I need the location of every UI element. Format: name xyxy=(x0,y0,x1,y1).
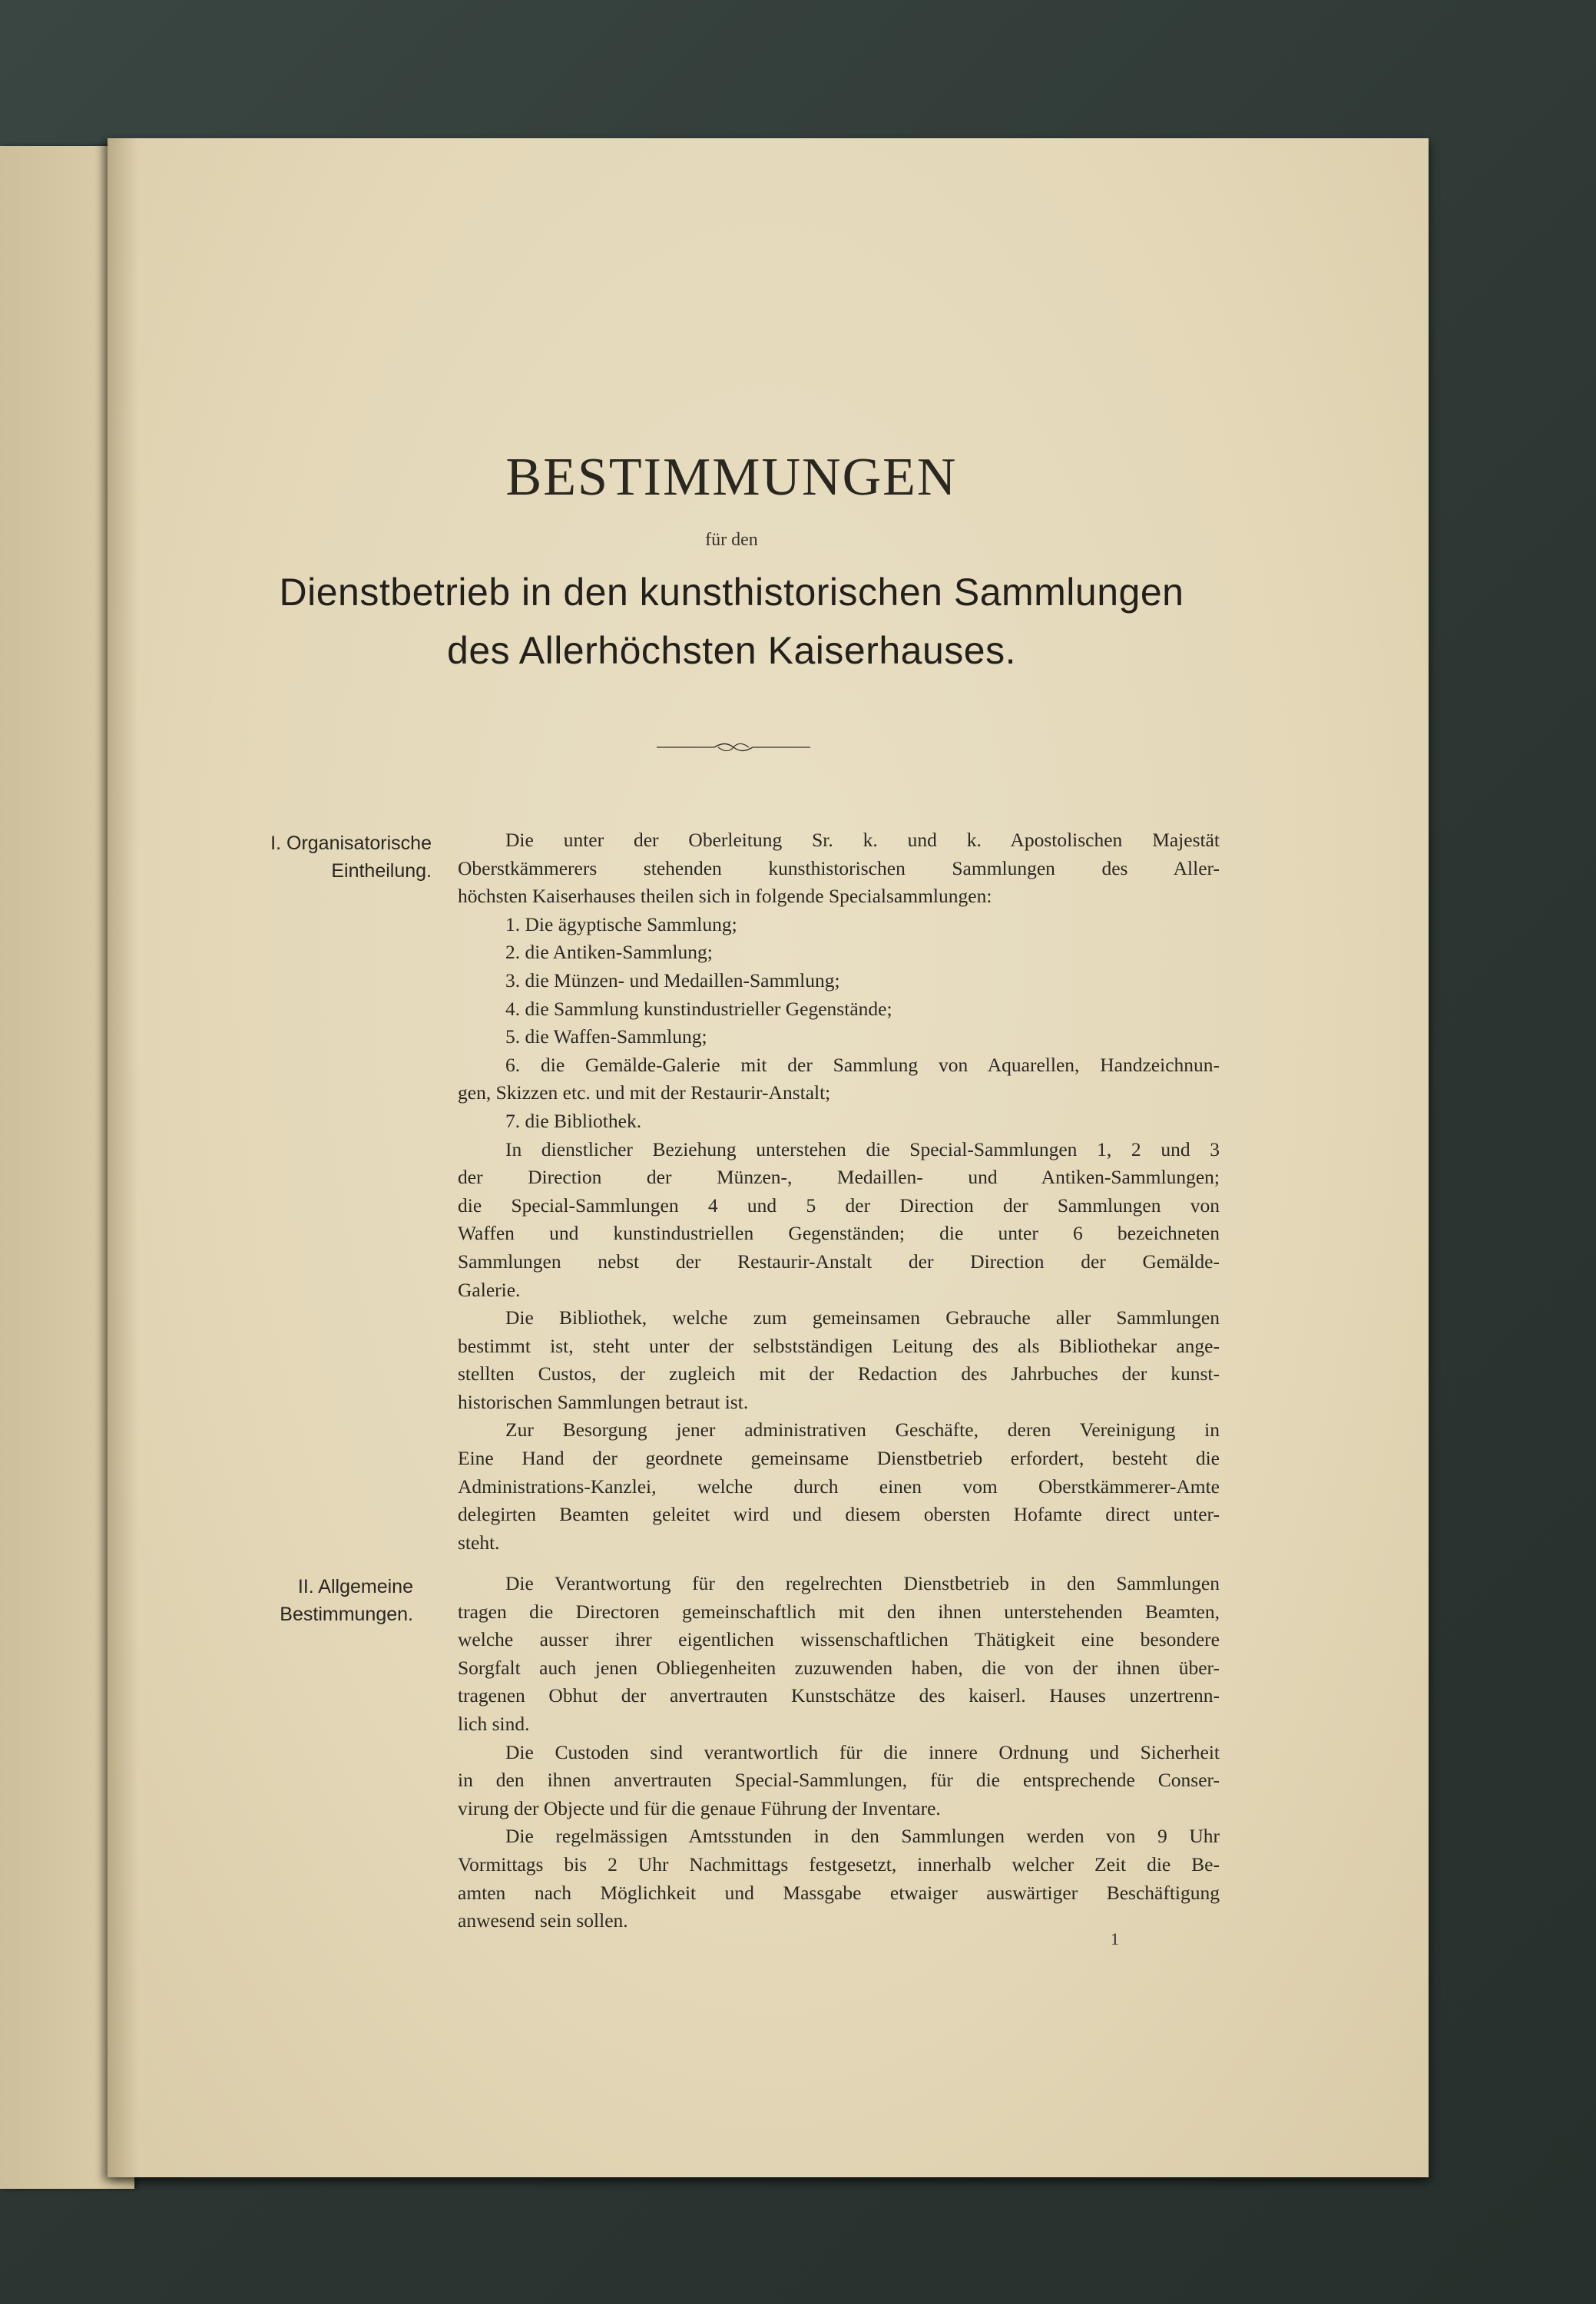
text-line: Sorgfalt auch jenen Obliegenheiten zuzuwenden haben, die von der ihnen über- xyxy=(458,1656,1220,1679)
text-line: Administrations-Kanzlei, welche durch einen vom Oberstkämmerer-Amte xyxy=(458,1475,1220,1498)
text-line: in den ihnen anvertrauten Special-Sammlungen, für die entsprechende Conser- xyxy=(458,1769,1220,1792)
text-line: 4. die Sammlung kunstindustrieller Gegenstände; xyxy=(505,997,892,1020)
text-line: Waffen und kunstindustriellen Gegenständen; die unter 6 bezeichneten xyxy=(458,1222,1220,1245)
text-line: Eine Hand der geordnete gemeinsame Dienstbetrieb erfordert, besteht die xyxy=(458,1447,1220,1470)
text-line: 3. die Münzen- und Medaillen-Sammlung; xyxy=(505,968,840,991)
text-line: Vormittags bis 2 Uhr Nachmittags festgesetzt, innerhalb welcher Zeit die Be- xyxy=(458,1852,1220,1875)
section-2-label: II. Allgemeine Bestimmungen. xyxy=(280,1576,413,1625)
text-line: gen, Skizzen etc. und mit der Restaurir-Anstalt; xyxy=(458,1081,831,1104)
text-line: Zur Besorgung jener administrativen Geschäfte, deren Vereinigung in xyxy=(505,1418,1220,1442)
document-subtitle-line-1: Dienstbetrieb in den kunsthistorischen Sammlungen xyxy=(279,571,1184,614)
title-connector: für den xyxy=(705,530,758,550)
text-line: tragen die Directoren gemeinschaftlich mit den ihnen unterstehenden Beamten, xyxy=(458,1600,1220,1623)
text-line: In dienstlicher Beziehung unterstehen die Special-Sammlungen 1, 2 und 3 xyxy=(505,1137,1220,1160)
text-line: amten nach Möglichkeit und Massgabe etwaiger auswärtiger Beschäftigung xyxy=(458,1881,1220,1904)
document-subtitle-line-2: des Allerhöchsten Kaiserhauses. xyxy=(447,629,1016,672)
text-line: steht. xyxy=(458,1531,500,1554)
text-line: Galerie. xyxy=(458,1278,521,1301)
text-line: 1. Die ägyptische Sammlung; xyxy=(505,912,737,935)
text-line: Die Custoden sind verantwortlich für die innere Ordnung und Sicherheit xyxy=(505,1740,1220,1763)
text-line: anwesend sein sollen. xyxy=(458,1909,628,1932)
text-line: Die regelmässigen Amtsstunden in den Sammlungen werden von 9 Uhr xyxy=(505,1825,1220,1848)
document-title: BESTIMMUNGEN xyxy=(505,448,958,507)
page-number: 1 xyxy=(1111,1929,1119,1948)
text-line: tragenen Obhut der anvertrauten Kunstschätze des kaiserl. Hauses unzertrenn- xyxy=(458,1684,1220,1707)
text-line: 2. die Antiken-Sammlung; xyxy=(505,941,713,964)
text-line: 6. die Gemälde-Galerie mit der Sammlung von Aquarellen, Handzeichnun- xyxy=(505,1053,1220,1076)
section-2-body xyxy=(458,1570,1220,1935)
text-line: bestimmt ist, steht unter der selbstständigen Leitung des als Bibliothekar ange- xyxy=(458,1334,1220,1357)
section-1-label: I. Organisatorische Eintheilung. xyxy=(270,833,432,882)
text-line: stellten Custos, der zugleich mit der Redaction des Jahrbuches der kunst- xyxy=(458,1362,1220,1385)
text-line: Die Verantwortung für den regelrechten Dienstbetrieb in den Sammlungen xyxy=(505,1572,1220,1594)
text-line: 7. die Bibliothek. xyxy=(505,1109,642,1132)
ornament-divider xyxy=(657,742,810,753)
text-line: der Direction der Münzen-, Medaillen- und Antiken-Sammlungen; xyxy=(458,1166,1220,1189)
text-line: Die Bibliothek, welche zum gemeinsamen Gebrauche aller Sammlungen xyxy=(505,1306,1220,1329)
section-1-body xyxy=(458,826,1220,1557)
text-line: Die unter der Oberleitung Sr. k. und k. Apostolischen Majestät xyxy=(505,829,1220,851)
text-line: Sammlungen nebst der Restaurir-Anstalt der Direction der Gemälde- xyxy=(458,1250,1220,1273)
page-spine-shadow xyxy=(108,138,138,2177)
text-line: 5. die Waffen-Sammlung; xyxy=(505,1025,707,1048)
text-line: die Special-Sammlungen 4 und 5 der Direction der Sammlungen von xyxy=(458,1193,1220,1217)
text-line: lich sind. xyxy=(458,1712,530,1735)
text-line: virung der Objecte und für die genaue Führung der Inventare. xyxy=(458,1796,941,1819)
text-line: historischen Sammlungen betraut ist. xyxy=(458,1390,749,1413)
text-line: delegirten Beamten geleitet wird und diesem obersten Hofamte direct unter- xyxy=(458,1503,1220,1526)
text-line: welche ausser ihrer eigentlichen wissenschaftlichen Thätigkeit eine besondere xyxy=(458,1628,1220,1651)
text-line: höchsten Kaiserhauses theilen sich in folgende Specialsammlungen: xyxy=(458,885,992,908)
text-line: Oberstkämmerers stehenden kunsthistorischen Sammlungen des Aller- xyxy=(458,856,1220,879)
